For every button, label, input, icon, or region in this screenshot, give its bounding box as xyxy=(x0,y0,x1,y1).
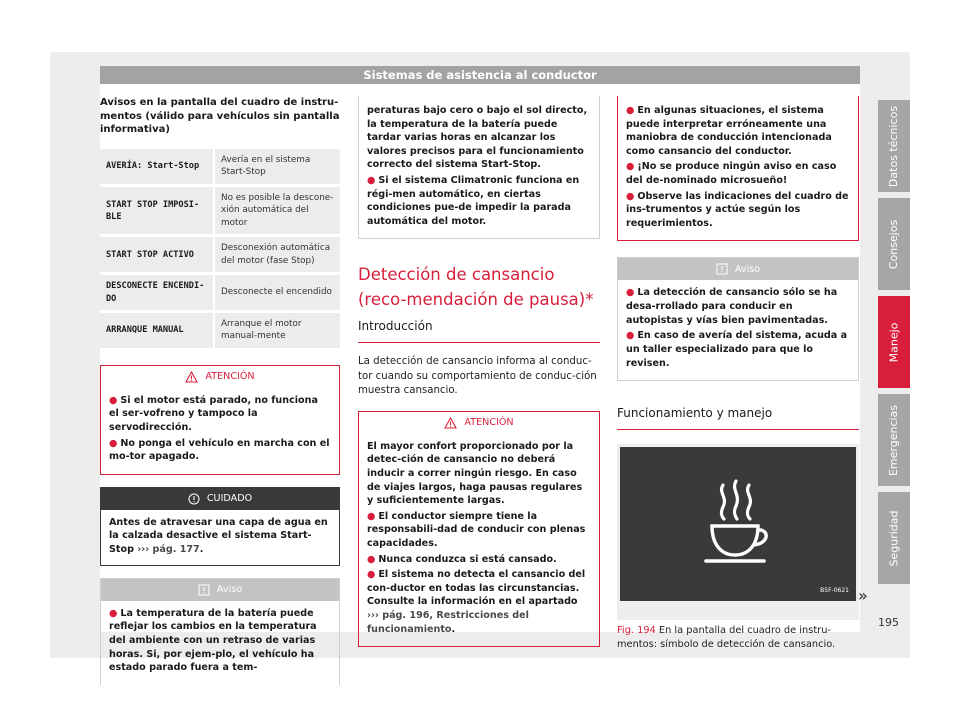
info-circle-icon xyxy=(188,493,200,505)
warning-triangle-icon xyxy=(444,417,457,429)
list-item: ● En caso de avería del sistema, acuda a un taller especializado para que lo revisen. xyxy=(626,330,848,369)
coffee-cup-icon xyxy=(620,447,856,601)
instrument-display xyxy=(620,447,856,601)
chapter-header: Sistemas de asistencia al conductor xyxy=(100,66,860,84)
section-title: Detección de cansancio (reco-mendación de pausa)* xyxy=(358,265,594,309)
note-box xyxy=(617,257,859,381)
list-item: ● Si el sistema Climatronic funciona en régi-men automático, en ciertas condiciones pue-de impedir la parada automática del motor. xyxy=(367,175,580,227)
list-item: ● Si el motor está parado, no funciona el ser-vofreno y tampoco la servodirección. xyxy=(109,394,318,434)
table-row: START STOP ACTIVO Desconexión automática del motor (fase Stop) xyxy=(100,236,340,274)
list-item: ● La temperatura de la batería puede reflejar los cambios en la temperatura del ambiente con un retraso de varias horas. Si, por ejem-plo, el vehículo ha estado parado fuera a tem- xyxy=(109,607,317,674)
list-item: ● El conductor siempre tiene la responsabili-dad de conducir con plenas capacidades. xyxy=(367,510,586,550)
tab-emergencias[interactable]: Emergencias xyxy=(878,394,910,486)
table-row: DESCONECTE ENCENDI-DO Desconecte el encendido xyxy=(100,274,340,311)
page-reference-link[interactable]: ››› pág. 196, Restricciones del funcionamiento xyxy=(367,610,529,635)
table-row: AVERÍA: Start-Stop Avería en el sistema Start-Stop xyxy=(100,149,340,186)
list-item: ● No ponga el vehículo en marcha con el mo-tor apagado. xyxy=(109,437,330,463)
table-row: ARRANQUE MANUAL Arranque el motor manual-mente xyxy=(100,311,340,349)
function-heading: Funcionamiento y manejo xyxy=(617,405,859,430)
tab-datos-tecnicos[interactable]: Datos técnicos xyxy=(878,100,910,192)
tab-seguridad[interactable]: Seguridad xyxy=(878,492,910,584)
intro-paragraph: La detección de cansancio informa al conduc-tor cuando su comportamiento de conduc-ción muestra cansancio. xyxy=(358,356,597,397)
note-box-header: Aviso xyxy=(618,258,858,280)
list-item: ● Observe las indicaciones del cuadro de ins-trumentos y actúe según los requerimientos. xyxy=(626,190,849,229)
note-icon xyxy=(198,584,210,596)
table-row: START STOP IMPOSI-BLE No es posible la descone-xión automática del motor xyxy=(100,186,340,236)
list-item: ● El sistema no detecta el cansancio del con-ductor en todas las circunstancias. Consulte la información en el apartado ››› pág. 196, Restricciones del funcionamiento. xyxy=(367,569,586,635)
figure-194 xyxy=(617,444,859,620)
right-column xyxy=(617,96,859,652)
figure-code: B5F-0621 xyxy=(820,586,849,594)
page-number: 195 xyxy=(878,616,899,629)
middle-column xyxy=(358,96,600,659)
warning-box: ATENCIÓN El mayor confort proporcionado por la detec-ción de cansancio no deberá inducir a correr ningún riesgo. En caso de viajes largos, haga pausas regulares y suficientemente largas. ● El conductor siempre tiene la responsabili-dad de conducir con plenas capacidades. ● Nunca conduzca si está cansado. ● El sistema no detecta el cansancio del con-ductor en todas las circunstancias. Consulte la información en el apartado ››› pág. 196, Restricciones del funcionamiento. xyxy=(358,411,600,648)
note-box-continued: peraturas bajo cero o bajo el sol directo, la temperatura de la batería puede tardar varias horas en alcanzar los valores precisos para el funcionamiento correcto del sistema Start-Stop. ● Si el sistema Climatronic funciona en régi-men automático, en ciertas condiciones pue-de impedir la parada automática del motor. xyxy=(358,96,600,239)
warning-box xyxy=(100,365,340,475)
warning-box-header: ATENCIÓN xyxy=(101,366,339,388)
caution-box-header: CUIDADO xyxy=(101,488,339,510)
warning-triangle-icon xyxy=(185,371,198,383)
warning-box-continued xyxy=(617,96,859,241)
continue-marker: » xyxy=(858,586,868,605)
list-item: ● ¡No se produce ningún aviso en caso del de-nominado microsueño! xyxy=(626,161,837,187)
note-box-header: Aviso xyxy=(101,579,339,601)
list-item: ● La detección de cansancio sólo se ha desa-rrollado para conducir en autopistas y vías bien pavimentadas. xyxy=(626,287,838,326)
tab-manejo[interactable]: Manejo xyxy=(878,296,910,388)
intro-heading: Introducción xyxy=(358,318,600,343)
figure-caption: Fig. 194 En la pantalla del cuadro de instru-mentos: símbolo de detección de cansancio. xyxy=(617,625,836,651)
note-icon xyxy=(716,263,728,275)
caution-box: CUIDADO Antes de atravesar una capa de agua en la calzada desactive el sistema Start-Stop ››› pág. 177. xyxy=(100,487,340,566)
list-item: ● Nunca conduzca si está cansado. xyxy=(367,553,557,565)
list-item: ● En algunas situaciones, el sistema puede interpretar erróneamente una maniobra de conducción intencionada como cansancio del conductor. xyxy=(626,105,832,157)
left-column xyxy=(100,96,340,697)
page-reference-link[interactable]: ››› pág. 177 xyxy=(137,544,200,556)
tab-consejos[interactable]: Consejos xyxy=(878,198,910,290)
display-warnings-heading: Avisos en la pantalla del cuadro de instru-mentos (válido para vehículos sin pantalla informativa) xyxy=(100,97,340,135)
warnings-table xyxy=(100,149,340,351)
note-box xyxy=(100,578,340,685)
warning-box-header: ATENCIÓN xyxy=(359,412,599,434)
